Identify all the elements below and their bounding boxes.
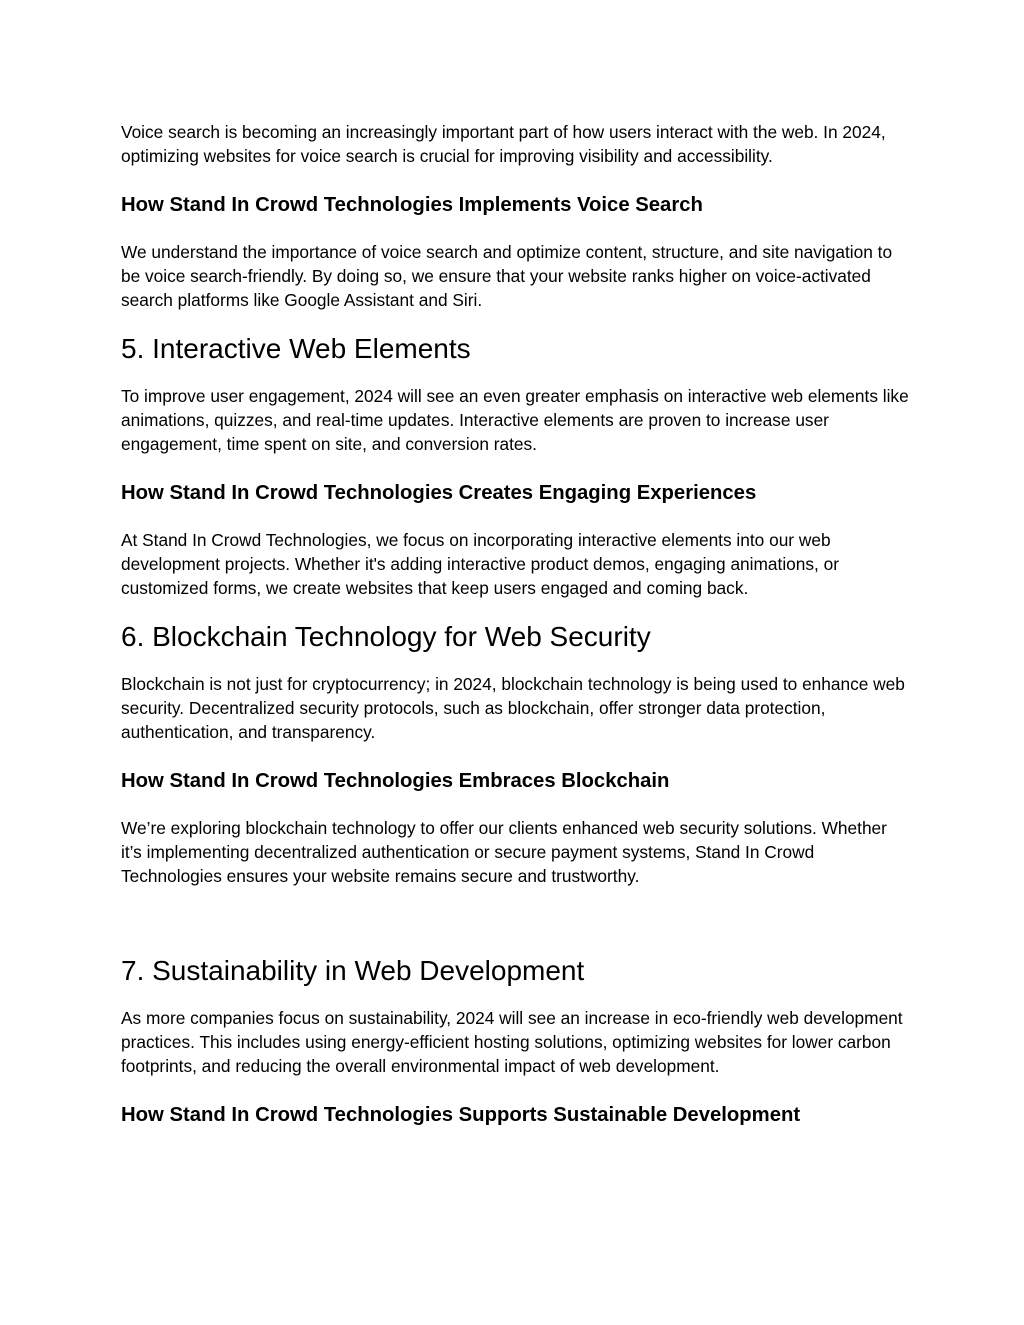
section-5-subparagraph: At Stand In Crowd Technologies, we focus on incorporating interactive elements into our web development projects. Whether it's adding interactive product demos, engaging animations, or customized forms, we create websites that keep users engaged and coming back. bbox=[121, 530, 839, 598]
section-5-paragraph: To improve user engagement, 2024 will see an even greater emphasis on interactive web elements like animations, quizzes, and real-time updates. Interactive elements are proven to increase user engagement, time spent on site, and conversion rates. bbox=[121, 386, 909, 454]
voice-search-subheading: How Stand In Crowd Technologies Implements Voice Search bbox=[121, 194, 703, 216]
section-6-subparagraph: We’re exploring blockchain technology to offer our clients enhanced web security solutions. Whether it’s implementing decentralized authentication or secure payment systems, Stand In Crowd Technologies ensures your website remains secure and trustworthy. bbox=[121, 818, 887, 886]
section-6-title: 6. Blockchain Technology for Web Security bbox=[121, 621, 651, 652]
section-6-paragraph: Blockchain is not just for cryptocurrency; in 2024, blockchain technology is being used to enhance web security. Decentralized security protocols, such as blockchain, offer stronger data protection, authentication, and transparency. bbox=[121, 674, 905, 742]
section-7-paragraph: As more companies focus on sustainability, 2024 will see an increase in eco-friendly web development practices. This includes using energy-efficient hosting solutions, optimizing websites for lower carbon footprints, and reducing the overall environmental impact of web development. bbox=[121, 1008, 903, 1076]
intro-paragraph: Voice search is becoming an increasingly important part of how users interact with the web. In 2024, optimizing websites for voice search is crucial for improving visibility and accessibility. bbox=[121, 122, 886, 166]
section-7-title: 7. Sustainability in Web Development bbox=[121, 955, 585, 986]
section-7-subheading: How Stand In Crowd Technologies Supports Sustainable Development bbox=[121, 1104, 801, 1126]
section-5-title: 5. Interactive Web Elements bbox=[121, 333, 471, 364]
document-page bbox=[121, 120, 911, 1128]
section-6-subheading: How Stand In Crowd Technologies Embraces Blockchain bbox=[121, 770, 670, 792]
voice-search-paragraph: We understand the importance of voice search and optimize content, structure, and site navigation to be voice search-friendly. By doing so, we ensure that your website ranks higher on voice-activated search platforms like Google Assistant and Siri. bbox=[121, 242, 893, 310]
section-5-subheading: How Stand In Crowd Technologies Creates Engaging Experiences bbox=[121, 482, 757, 504]
